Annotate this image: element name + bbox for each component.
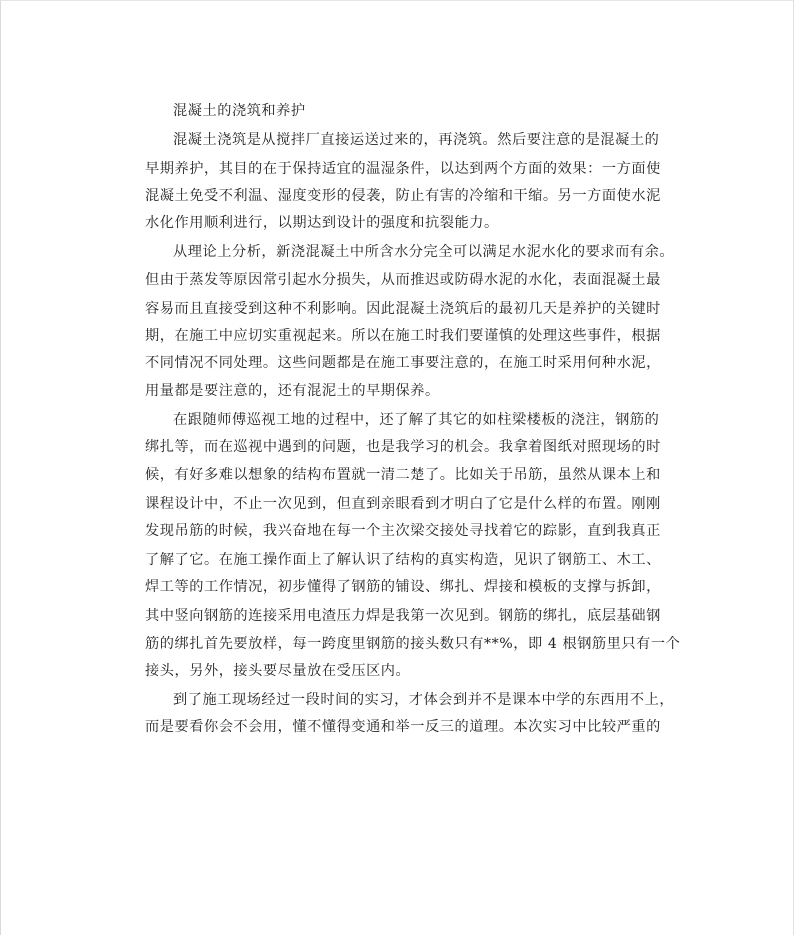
paragraph-line: 而是要看你会不会用，懂不懂得变通和举一反三的道理。本次实习中比较严重的 (145, 719, 661, 735)
paragraph-line: 在跟随师傅巡视工地的过程中，还了解了其它的如柱梁楼板的浇注，钢筋的 (173, 412, 660, 428)
paragraph-line: 不同情况不同处理。这些问题都是在施工事要注意的，在施工时采用何种水泥， (145, 355, 661, 371)
paragraph-line: 从理论上分析，新浇混凝土中所含水分完全可以满足水泥水化的要求而有余。 (173, 244, 675, 260)
paragraph-line: 期，在施工中应切实重视起来。所以在施工时我们要谨慎的处理这些事件，根据 (145, 328, 661, 344)
paragraph-line: 焊工等的工作情况，初步懂得了钢筋的铺设、绑扎、焊接和模板的支撑与拆卸， (145, 579, 661, 595)
paragraph-line: 了解了它。在施工操作面上了解认识了结构的真实构造，见识了钢筋工、木工、 (145, 552, 661, 568)
document-title: 混凝土的浇筑和养护 (173, 103, 306, 119)
paragraph-line: 容易而且直接受到这种不利影响。因此混凝土浇筑后的最初几天是养护的关键时 (145, 301, 661, 317)
paragraph-line: 筋的绑扎首先要放样，每一跨度里钢筋的接头数只有**%，即 4 根钢筋里只有一个 (145, 636, 681, 652)
paragraph-line: 混凝土浇筑是从搅拌厂直接运送过来的，再浇筑。然后要注意的是混凝土的 (173, 132, 660, 148)
paragraph-line: 但由于蒸发等原因常引起水分损失，从而推迟或防碍水泥的水化，表面混凝土最 (145, 272, 661, 288)
paragraph-line: 其中竖向钢筋的连接采用电渣压力焊是我第一次见到。钢筋的绑扎，底层基础钢 (145, 608, 661, 624)
paragraph-line: 课程设计中，不止一次见到，但直到亲眼看到才明白了它是什么样的布置。刚刚 (145, 496, 661, 512)
paragraph-line: 绑扎等，而在巡视中遇到的问题，也是我学习的机会。我拿着图纸对照现场的时 (145, 439, 661, 455)
paragraph-line: 接头，另外，接头要尽量放在受压区内。 (145, 663, 411, 679)
paragraph-line: 水化作用顺利进行，以期达到设计的强度和抗裂能力。 (145, 215, 499, 231)
paragraph-line: 到了施工现场经过一段时间的实习，才体会到并不是课本中学的东西用不上， (173, 692, 675, 708)
paragraph-line: 发现吊筋的时候，我兴奋地在每一个主次梁交接处寻找着它的踪影，直到我真正 (145, 523, 661, 539)
paragraph-line: 早期养护，其目的在于保持适宜的温湿条件，以达到两个方面的效果：一方面使 (145, 161, 661, 177)
paragraph-line: 候，有好多难以想象的结构布置就一清二楚了。比如关于吊筋，虽然从课本上和 (145, 467, 661, 483)
paragraph-line: 混凝土免受不利温、湿度变形的侵袭，防止有害的冷缩和干缩。另一方面使水泥 (145, 188, 661, 204)
paragraph-line: 用量都是要注意的，还有混泥土的早期保养。 (145, 383, 440, 399)
